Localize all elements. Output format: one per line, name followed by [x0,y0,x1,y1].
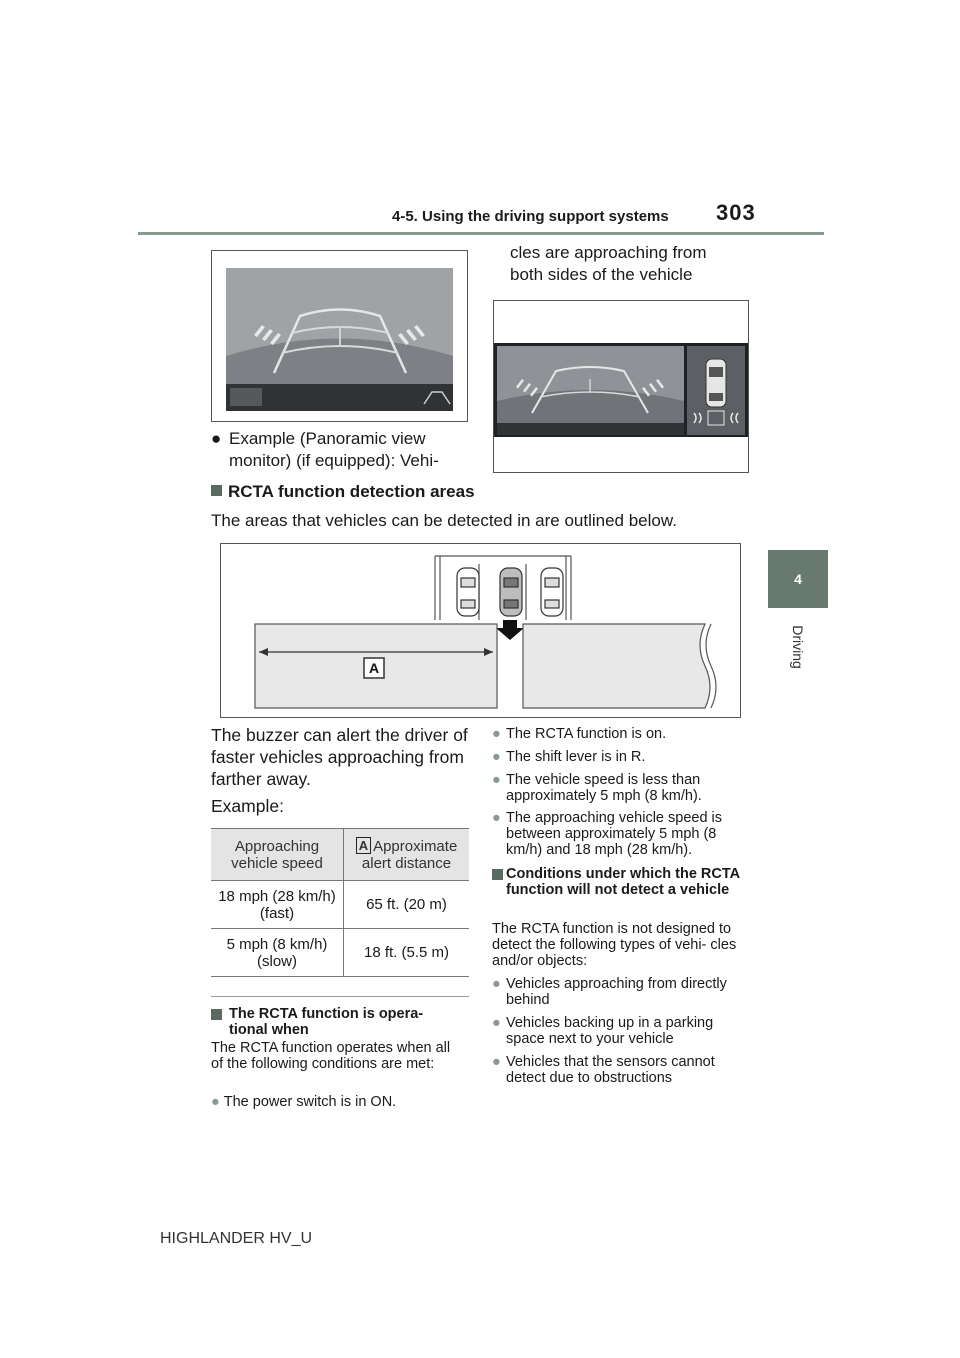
area-label: A [368,660,380,676]
chapter-number: 4 [794,571,802,587]
table-header-row [211,829,469,881]
detection-area-right [523,624,710,708]
speed-cell: 18 mph (28 km/h) (fast) [211,881,344,929]
col-speed-header: Approaching vehicle speed [211,829,344,881]
not-detect-heading-text: Conditions under which the RCTA function will not detect a vehicle [506,866,740,898]
continued-text: cles are approaching from both sides of the vehicle [510,243,707,284]
chapter-tab [768,550,828,608]
camera-screen-figure [211,250,468,422]
not-detect-heading [492,866,754,898]
dot-bullet-icon: ● [492,726,501,742]
rcta-areas-heading [211,482,475,502]
condition-item-text: The vehicle speed is less than approximately 5 mph (8 km/h). [506,772,702,804]
table-row [211,929,469,977]
square-bullet-icon [211,1009,222,1020]
exclusion-item [492,1054,754,1086]
condition-item-text: The shift lever is in R. [506,749,646,765]
rcta-areas-heading-text: RCTA function detection areas [228,482,475,501]
example-label: Example: [211,796,284,816]
distance-cell: 18 ft. (5.5 m) [344,929,470,977]
parked-car-left [457,568,479,616]
panoramic-example-text: Example (Panoramic view monitor) (if equipped): Vehi- [229,429,439,470]
panoramic-example-item [211,428,461,472]
exclusion-item-text: Vehicles that the sensors cannot detect due to obstructions [506,1054,715,1086]
exclusion-item-text: Vehicles approaching from directly behind [506,976,727,1008]
dot-bullet-icon: ● [492,1054,501,1070]
area-label-box: A [356,837,371,854]
condition-item-text: The power switch is in ON. [223,1094,397,1110]
header-rule [138,232,824,235]
table-row [211,881,469,929]
page-number: 303 [716,200,756,225]
dot-bullet-icon: ● [492,772,501,788]
operates-when-heading-text: The RCTA function is opera- tional when [229,1006,424,1038]
dot-bullet-icon: ● [492,1015,501,1031]
condition-item [492,810,752,858]
condition-item [492,726,752,742]
rcta-areas-intro: The areas that vehicles can be detected in are outlined below. [211,511,677,530]
section-title: 4-5. Using the driving support systems [392,208,669,225]
chapter-label-wrap [768,612,828,682]
detection-areas-figure [220,543,741,718]
square-bullet-icon [492,869,503,880]
panoramic-screen-illustration [494,301,748,472]
speed-cell: 5 mph (8 km/h) (slow) [211,929,344,977]
square-bullet-icon [211,485,222,496]
exclusion-item [492,976,754,1008]
model-footer: HIGHLANDER HV_U [160,1230,313,1247]
your-vehicle [500,568,522,616]
condition-item [492,772,752,804]
reverse-arrow-icon [496,620,524,640]
speed-distance-table [211,828,469,977]
camera-screen-illustration [212,251,467,421]
condition-item [492,749,752,765]
condition-item [211,1094,466,1110]
exclusion-item-text: Vehicles backing up in a parking space next to your vehicle [506,1015,714,1047]
operates-when-heading [211,1006,461,1038]
panoramic-screen-figure [493,300,749,473]
chapter-label: Driving [790,625,806,669]
condition-item-text: The approaching vehicle speed is between approximately 5 mph (8 km/h) and 18 mph (28 km/h). [506,810,723,858]
dot-bullet-icon: ● [492,976,501,992]
not-detect-intro: The RCTA function is not designed to detect the following types of vehi- cles and/or objects: [492,921,737,969]
distance-cell: 65 ft. (20 m) [344,881,470,929]
dot-bullet-icon: ● [211,1094,220,1110]
separator-rule [211,996,469,997]
dot-bullet-icon: ● [492,810,501,826]
detection-areas-diagram [221,544,740,717]
exclusion-item [492,1015,754,1047]
operates-when-intro: The RCTA function operates when all of the following conditions are met: [211,1040,451,1072]
dot-bullet-icon: ● [492,749,501,765]
buzzer-text: The buzzer can alert the driver of faster vehicles approaching from farther away. [211,725,468,789]
col-distance-header [344,829,470,881]
condition-item-text: The RCTA function is on. [506,726,667,742]
bullet-icon: ● [211,429,222,448]
col-distance-header-text: Approximate alert distance [361,838,458,872]
parked-car-right [541,568,563,616]
